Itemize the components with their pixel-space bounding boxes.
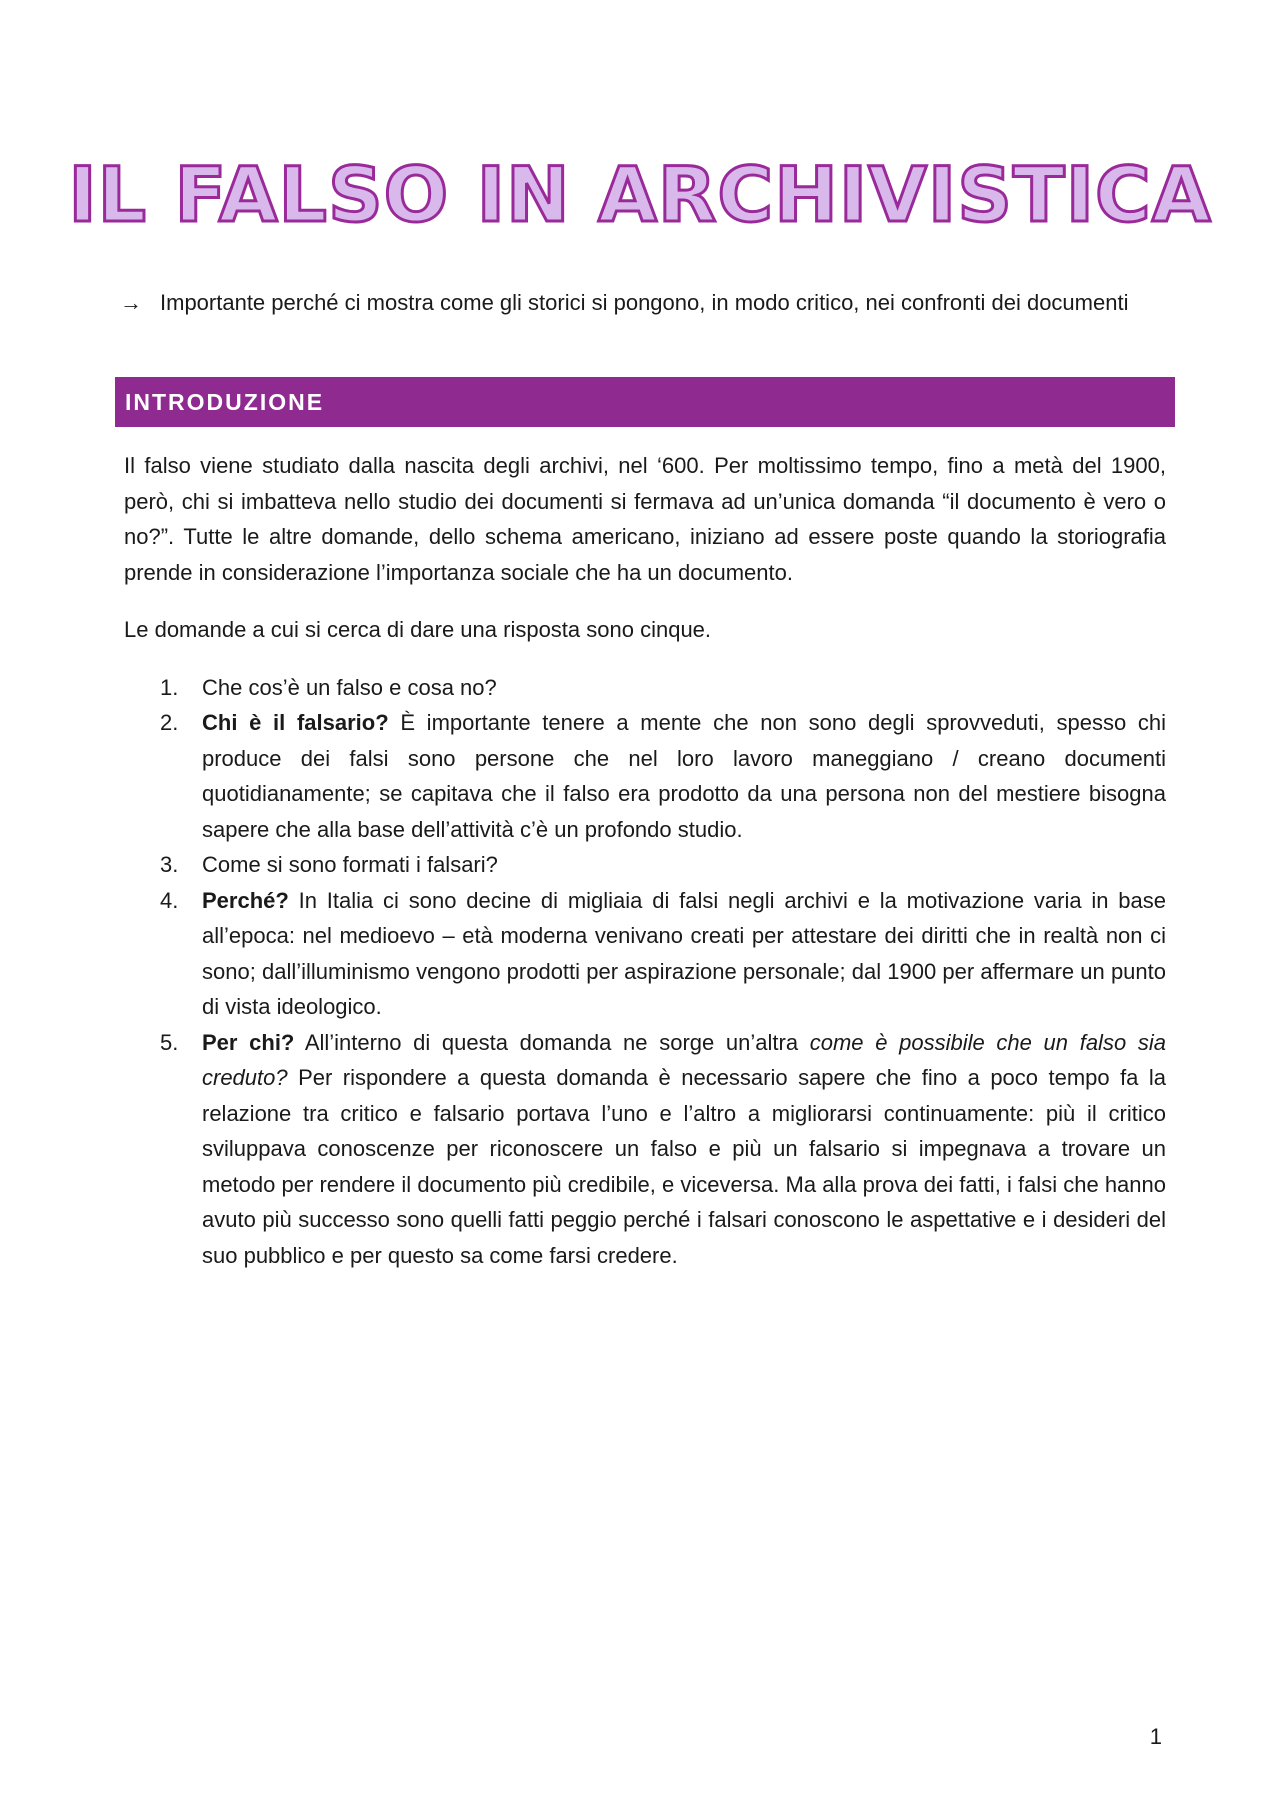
section-heading-bar bbox=[115, 377, 1175, 427]
list-item-number: 5. bbox=[160, 1029, 179, 1055]
list-item-number: 4. bbox=[160, 887, 179, 913]
list-item-italic: come è possibile che un falso sia creduto? bbox=[202, 1029, 1166, 1090]
list-item-text: È importante tenere a mente che non sono degli sprovveduti, spesso chi produce dei falsi sono persone che nel loro lavoro maneggiano / creano documenti quotidianamente; se capitava che il falso era prodotto da una persona non del mestiere bisogna sapere che alla base dell’attività c’è un profondo studio. bbox=[202, 710, 1166, 842]
list-item bbox=[124, 1025, 1166, 1274]
body-content bbox=[124, 448, 1166, 1273]
arrow-right-icon: → bbox=[120, 290, 142, 315]
list-item-bold: Chi è il falsario? bbox=[202, 710, 389, 735]
page-number: 1 bbox=[1149, 1724, 1162, 1749]
list-item-text: Come si sono formati i falsari? bbox=[202, 852, 498, 877]
list-item-number: 2. bbox=[160, 710, 179, 735]
list-item-text: In Italia ci sono decine di migliaia di falsi negli archivi e la motivazione varia in base all’epoca: nel medioevo – età moderna venivano creati per attestare dei diritti che in realtà non ci sono; dall’illuminismo vengono prodotti per aspirazione personale; dal 1900 per affermare un punto di vista ideologico. bbox=[202, 887, 1166, 1019]
paragraph: Il falso viene studiato dalla nascita degli archivi, nel ‘600. Per moltissimo tempo, fino a metà del 1900, però, chi si imbatteva nello studio dei documenti si fermava ad un’unica domanda “il documento è vero o no?”. Tutte le altre domande, dello schema americano, iniziano ad essere poste quando la storiografia prende in considerazione l’importanza sociale che ha un documento. bbox=[124, 453, 1166, 585]
page-title: IL FALSO IN ARCHIVISTICA bbox=[68, 150, 1212, 239]
paragraph: Le domande a cui si cerca di dare una risposta sono cinque. bbox=[124, 617, 712, 642]
list-item-text: Per rispondere a questa domanda è necessario sapere che fino a poco tempo fa la relazione tra critico e falsario portava l’uno e l’altro a migliorarsi continuamente: più il critico sviluppava conoscenze per riconoscere un falso e più un falsario si impegnava a trovare un metodo per rendere il documento più credibile, e viceversa. Ma alla prova dei fatti, i falsi che hanno avuto più successo sono quelli fatti peggio perché i falsari conoscono le aspettative e i desideri del suo pubblico e per questo sa come farsi credere. bbox=[202, 1065, 1166, 1268]
intro-note bbox=[120, 285, 1170, 320]
list-item bbox=[124, 705, 1166, 847]
list-item-number: 3. bbox=[160, 852, 179, 877]
intro-note-text: Importante perché ci mostra come gli storici si pongono, in modo critico, nei confronti dei documenti bbox=[160, 290, 1129, 315]
questions-list bbox=[124, 670, 1166, 1274]
list-item-text: All’interno di questa domanda ne sorge un’altra bbox=[294, 1029, 810, 1055]
list-item bbox=[124, 883, 1166, 1025]
list-item-text: Che cos’è un falso e cosa no? bbox=[202, 674, 497, 700]
list-item bbox=[124, 670, 1166, 706]
list-item-bold: Per chi? bbox=[202, 1029, 295, 1055]
list-item-bold: Perché? bbox=[202, 887, 289, 913]
section-heading: INTRODUZIONE bbox=[125, 389, 325, 415]
list-item-number: 1. bbox=[160, 674, 179, 700]
list-item bbox=[124, 847, 1166, 883]
